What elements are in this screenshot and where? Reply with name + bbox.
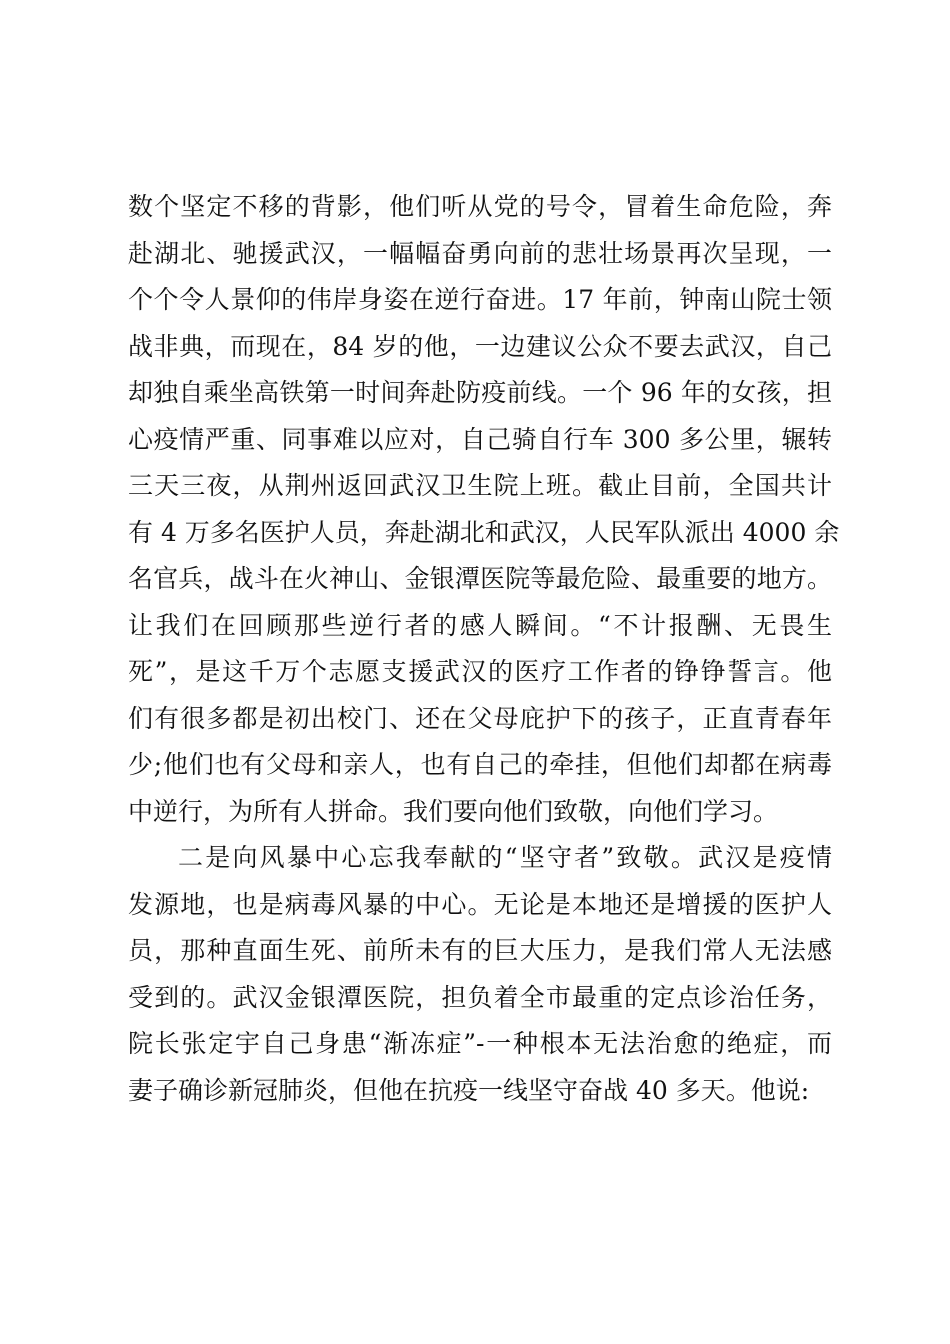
text-line: 个个令人景仰的伟岸身姿在逆行奋进。17 年前，钟南山院士领 xyxy=(128,285,832,314)
paragraph-first-line: 二是向风暴中心忘我奉献的“坚守者”致敬。武汉是疫情 xyxy=(178,843,832,872)
text-line: 们有很多都是初出校门、还在父母庇护下的孩子，正直青春年 xyxy=(128,703,832,733)
text-line: 发源地，也是病毒风暴的中心。无论是本地还是增援的医护人 xyxy=(128,889,832,919)
text-line: 却独自乘坐高铁第一时间奔赴防疫前线。一个 96 年的女孩，担 xyxy=(128,378,832,407)
text-line: 让我们在回顾那些逆行者的感人瞬间。“不计报酬、无畏生 xyxy=(128,610,832,640)
body-text xyxy=(128,184,840,1114)
text-line: 赴湖北、驰援武汉，一幅幅奋勇向前的悲壮场景再次呈现，一 xyxy=(128,238,832,268)
text-line: 数个坚定不移的背影，他们听从党的号令，冒着生命危险，奔 xyxy=(128,192,832,221)
text-line: 受到的。武汉金银潭医院，担负着全市最重的定点诊治任务， xyxy=(128,982,832,1012)
text-line: 员，那种直面生死、前所未有的巨大压力，是我们常人无法感 xyxy=(128,936,832,965)
text-line: 中逆行，为所有人拼命。我们要向他们致敬，向他们学习。 xyxy=(128,796,779,826)
text-line: 死”，是这千万个志愿支援武汉的医疗工作者的铮铮誓言。他 xyxy=(128,657,832,686)
text-line: 少;他们也有父母和亲人，也有自己的牵挂，但他们却都在病毒 xyxy=(128,750,832,779)
text-line: 院长张定宇自己身患“渐冻症”-一种根本无法治愈的绝症，而 xyxy=(128,1029,832,1058)
text-line: 三天三夜，从荆州返回武汉卫生院上班。截止目前，全国共计 xyxy=(128,471,832,500)
text-line: 妻子确诊新冠肺炎，但他在抗疫一线坚守奋战 40 多天。他说: xyxy=(128,1075,810,1105)
text-line: 心疫情严重、同事难以应对，自己骑自行车 300 多公里，辗转 xyxy=(128,424,832,454)
text-line: 有 4 万多名医护人员，奔赴湖北和武汉，人民军队派出 4000 余 xyxy=(128,517,840,547)
text-line: 名官兵，战斗在火神山、金银潭医院等最危险、最重要的地方。 xyxy=(128,564,832,593)
text-line: 战非典，而现在，84 岁的他，一边建议公众不要去武汉，自己 xyxy=(128,331,832,361)
